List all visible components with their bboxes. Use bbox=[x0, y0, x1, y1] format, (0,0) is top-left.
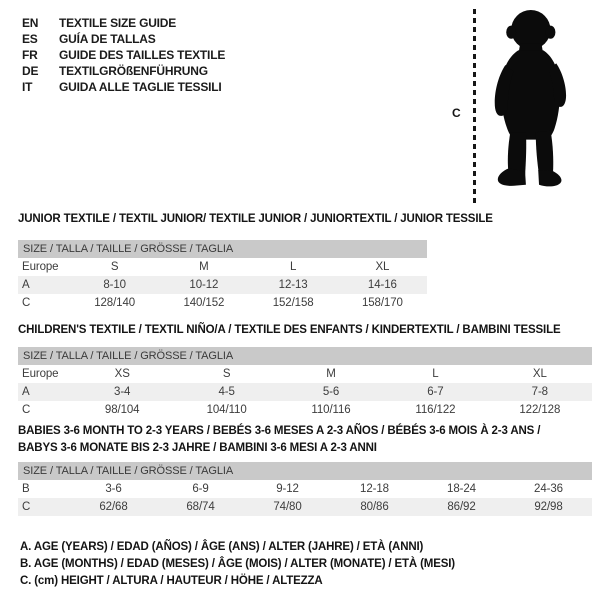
row-label: A bbox=[22, 386, 30, 398]
language-code: EN bbox=[22, 16, 39, 30]
language-row-de bbox=[22, 63, 225, 79]
size-header-bar: SIZE / TALLA / TAILLE / GRÖSSE / TAGLIA bbox=[18, 347, 592, 365]
height-measure-label: C bbox=[452, 106, 461, 120]
age-cell: 12-13 bbox=[278, 279, 308, 291]
age-cell: 4-5 bbox=[218, 386, 235, 398]
guide-title: TEXTILGRÖßENFÜHRUNG bbox=[59, 64, 208, 78]
language-code: DE bbox=[22, 64, 39, 78]
height-measure-dashed-line bbox=[473, 9, 476, 206]
table-row-height bbox=[18, 498, 592, 516]
guide-title: TEXTILE SIZE GUIDE bbox=[59, 16, 177, 30]
size-cell: XS bbox=[114, 368, 130, 380]
age-cell: 18-24 bbox=[447, 483, 476, 495]
guide-title: GUÍA DE TALLAS bbox=[59, 32, 156, 46]
height-cell: 104/110 bbox=[206, 404, 247, 416]
height-cell: 128/140 bbox=[94, 297, 136, 309]
height-cell: 74/80 bbox=[273, 501, 302, 513]
babies-textile-section bbox=[18, 423, 592, 516]
age-cell: 3-4 bbox=[114, 386, 131, 398]
age-cell: 24-36 bbox=[534, 483, 563, 495]
age-cell: 10-12 bbox=[189, 279, 219, 291]
height-cell: 68/74 bbox=[186, 501, 215, 513]
age-cell: 12-18 bbox=[360, 483, 389, 495]
row-label: Europe bbox=[22, 368, 59, 380]
section-title: CHILDREN'S TEXTILE / TEXTIL NIÑO/A / TEXTILE DES ENFANTS / KINDERTEXTIL / BAMBINI TESSILE bbox=[18, 324, 561, 336]
language-row-en bbox=[22, 15, 225, 31]
size-header-bar: SIZE / TALLA / TAILLE / GRÖSSE / TAGLIA bbox=[18, 462, 592, 480]
height-cell: 140/152 bbox=[183, 297, 225, 309]
height-cell: 152/158 bbox=[272, 297, 314, 309]
language-title-list bbox=[22, 15, 225, 95]
size-header-bar: SIZE / TALLA / TAILLE / GRÖSSE / TAGLIA bbox=[18, 240, 427, 258]
table-row-height bbox=[18, 401, 592, 419]
height-cell: 122/128 bbox=[519, 404, 561, 416]
table-row-age bbox=[18, 276, 427, 294]
age-cell: 5-6 bbox=[322, 386, 340, 398]
table-row-age-months bbox=[18, 480, 592, 498]
size-cell: XL bbox=[375, 261, 390, 273]
height-cell: 110/116 bbox=[311, 404, 351, 416]
age-cell: 6-7 bbox=[427, 386, 444, 398]
age-cell: 8-10 bbox=[103, 279, 126, 291]
language-code: IT bbox=[22, 80, 33, 94]
size-cell: M bbox=[199, 261, 209, 273]
section-title-line-2: BABYS 3-6 MONATE BIS 2-3 JAHRE / BAMBINI 3-6 MESI A 2-3 ANNI bbox=[18, 442, 377, 454]
junior-textile-section bbox=[18, 211, 493, 312]
size-cell: S bbox=[110, 261, 119, 273]
language-code: FR bbox=[22, 48, 38, 62]
table-row-age bbox=[18, 383, 592, 401]
age-cell: 3-6 bbox=[105, 483, 122, 495]
section-title-line-1: BABIES 3-6 MONTH TO 2-3 YEARS / BEBÉS 3-6 MESES A 2-3 AÑOS / BÉBÉS 3-6 MOIS À 2-3 ANS / bbox=[18, 425, 541, 437]
footnotes bbox=[20, 539, 455, 590]
footnote-age-months: B. AGE (MONTHS) / EDAD (MESES) / ÂGE (MOIS) / ALTER (MONATE) / ETÀ (MESI) bbox=[20, 558, 455, 570]
height-cell: 98/104 bbox=[104, 404, 140, 416]
section-title: JUNIOR TEXTILE / TEXTIL JUNIOR/ TEXTILE JUNIOR / JUNIORTEXTIL / JUNIOR TESSILE bbox=[18, 213, 493, 225]
table-row-height bbox=[18, 294, 427, 312]
age-cell: 7-8 bbox=[531, 386, 548, 398]
row-label: B bbox=[22, 483, 30, 495]
row-label: C bbox=[22, 501, 31, 513]
row-label: Europe bbox=[22, 261, 59, 273]
guide-title: GUIDA ALLE TAGLIE TESSILI bbox=[59, 80, 222, 94]
height-cell: 116/122 bbox=[415, 404, 456, 416]
language-code: ES bbox=[22, 32, 38, 46]
language-row-es bbox=[22, 31, 225, 47]
height-cell: 92/98 bbox=[534, 501, 563, 513]
height-cell: 62/68 bbox=[99, 501, 128, 513]
guide-title: GUIDE DES TAILLES TEXTILE bbox=[59, 48, 226, 62]
age-cell: 6-9 bbox=[192, 483, 209, 495]
language-row-it bbox=[22, 79, 225, 95]
size-cell: M bbox=[326, 368, 336, 380]
age-cell: 9-12 bbox=[276, 483, 299, 495]
table-row-europe bbox=[18, 365, 592, 383]
height-cell: 158/170 bbox=[361, 297, 403, 309]
row-label: C bbox=[22, 404, 31, 416]
footnote-age-years: A. AGE (YEARS) / EDAD (AÑOS) / ÂGE (ANS) / ALTER (JAHRE) / ETÀ (ANNI) bbox=[20, 541, 424, 553]
height-cell: 80/86 bbox=[360, 501, 389, 513]
toddler-silhouette-image bbox=[489, 5, 571, 207]
size-cell: XL bbox=[532, 368, 547, 380]
size-cell: L bbox=[432, 368, 439, 380]
childrens-textile-section bbox=[18, 322, 592, 419]
footnote-height: C. (cm) HEIGHT / ALTURA / HAUTEUR / HÖHE / ALTEZZA bbox=[20, 575, 323, 587]
size-cell: L bbox=[289, 261, 297, 273]
height-cell: 86/92 bbox=[447, 501, 476, 513]
language-row-fr bbox=[22, 47, 225, 63]
size-cell: S bbox=[222, 368, 231, 380]
row-label: C bbox=[22, 297, 31, 309]
table-row-europe bbox=[18, 258, 427, 276]
row-label: A bbox=[22, 279, 30, 291]
age-cell: 14-16 bbox=[367, 279, 397, 291]
